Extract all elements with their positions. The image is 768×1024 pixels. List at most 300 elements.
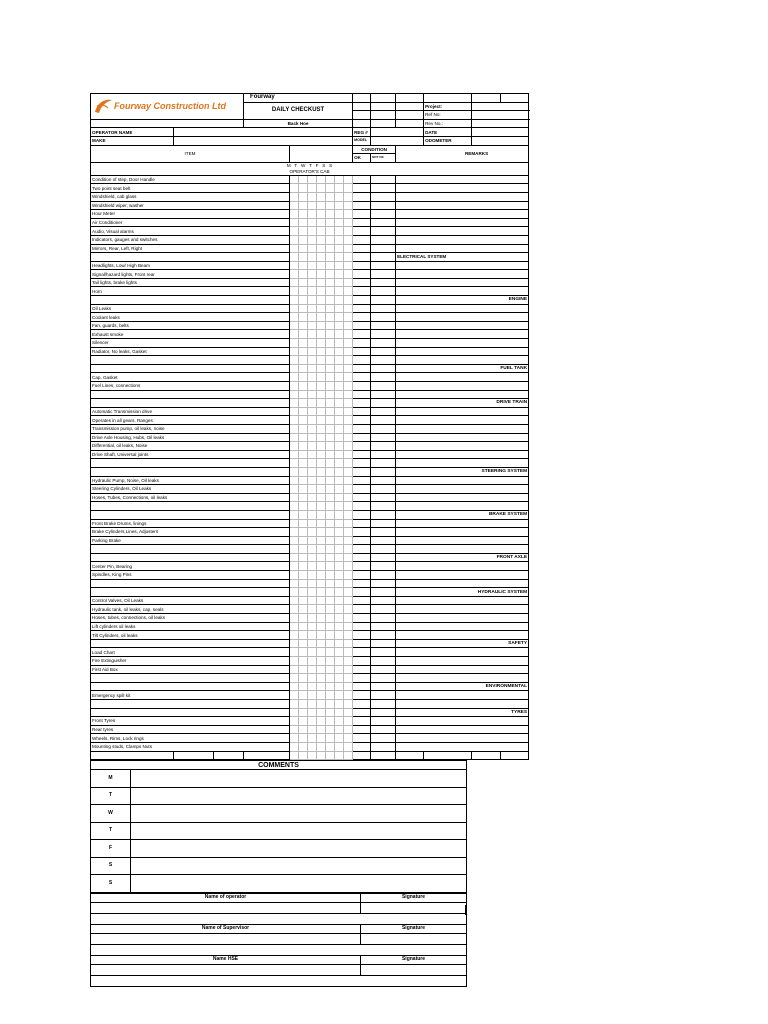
ref-field[interactable] <box>472 111 529 120</box>
not-ok-check-cell[interactable] <box>371 725 396 734</box>
day-check-cell[interactable] <box>299 493 308 502</box>
day-check-cell[interactable] <box>299 596 308 605</box>
day-check-cell[interactable] <box>308 382 317 391</box>
day-check-cell[interactable] <box>335 373 344 382</box>
day-check-cell[interactable] <box>308 476 317 485</box>
day-check-cell[interactable] <box>317 373 326 382</box>
day-check-cell[interactable] <box>317 734 326 743</box>
day-check-cell[interactable] <box>290 717 299 726</box>
remarks-cell[interactable] <box>396 244 529 253</box>
remarks-cell[interactable] <box>396 442 529 451</box>
day-check-cell[interactable] <box>308 192 317 201</box>
remarks-cell[interactable] <box>396 201 529 210</box>
day-check-cell[interactable] <box>344 424 353 433</box>
day-check-cell[interactable] <box>317 450 326 459</box>
day-check-cell[interactable] <box>308 528 317 537</box>
day-check-cell[interactable] <box>290 614 299 623</box>
remarks-cell[interactable] <box>396 665 529 674</box>
not-ok-check-cell[interactable] <box>371 244 396 253</box>
day-check-cell[interactable] <box>317 339 326 348</box>
not-ok-check-cell[interactable] <box>371 347 396 356</box>
day-check-cell[interactable] <box>290 184 299 193</box>
not-ok-check-cell[interactable] <box>371 476 396 485</box>
odometer-field[interactable] <box>472 136 529 145</box>
day-check-cell[interactable] <box>308 614 317 623</box>
day-check-cell[interactable] <box>335 605 344 614</box>
day-check-cell[interactable] <box>344 184 353 193</box>
day-check-cell[interactable] <box>308 424 317 433</box>
ok-check-cell[interactable] <box>353 476 371 485</box>
day-check-cell[interactable] <box>299 407 308 416</box>
remarks-cell[interactable] <box>396 424 529 433</box>
day-check-cell[interactable] <box>344 321 353 330</box>
day-check-cell[interactable] <box>335 407 344 416</box>
day-check-cell[interactable] <box>290 485 299 494</box>
ok-check-cell[interactable] <box>353 614 371 623</box>
day-check-cell[interactable] <box>317 424 326 433</box>
make-field[interactable] <box>174 136 353 145</box>
not-ok-check-cell[interactable] <box>371 450 396 459</box>
not-ok-check-cell[interactable] <box>371 493 396 502</box>
remarks-cell[interactable] <box>396 536 529 545</box>
day-check-cell[interactable] <box>326 485 335 494</box>
day-check-cell[interactable] <box>290 519 299 528</box>
day-check-cell[interactable] <box>308 433 317 442</box>
day-check-cell[interactable] <box>299 665 308 674</box>
not-ok-check-cell[interactable] <box>371 742 396 751</box>
ok-check-cell[interactable] <box>353 424 371 433</box>
day-check-cell[interactable] <box>335 442 344 451</box>
day-check-cell[interactable] <box>308 485 317 494</box>
day-check-cell[interactable] <box>299 622 308 631</box>
day-check-cell[interactable] <box>290 657 299 666</box>
ok-check-cell[interactable] <box>353 493 371 502</box>
day-check-cell[interactable] <box>326 605 335 614</box>
day-check-cell[interactable] <box>326 210 335 219</box>
ok-check-cell[interactable] <box>353 665 371 674</box>
ok-check-cell[interactable] <box>353 321 371 330</box>
remarks-cell[interactable] <box>396 742 529 751</box>
day-check-cell[interactable] <box>335 493 344 502</box>
day-check-cell[interactable] <box>290 278 299 287</box>
ok-check-cell[interactable] <box>353 382 371 391</box>
remarks-cell[interactable] <box>396 321 529 330</box>
ok-check-cell[interactable] <box>353 201 371 210</box>
not-ok-check-cell[interactable] <box>371 175 396 184</box>
day-check-cell[interactable] <box>290 210 299 219</box>
day-check-cell[interactable] <box>299 536 308 545</box>
signoff-signature-field[interactable] <box>361 933 467 944</box>
day-check-cell[interactable] <box>317 184 326 193</box>
ok-check-cell[interactable] <box>353 433 371 442</box>
day-check-cell[interactable] <box>308 244 317 253</box>
day-check-cell[interactable] <box>308 330 317 339</box>
day-check-cell[interactable] <box>308 442 317 451</box>
day-check-cell[interactable] <box>326 631 335 640</box>
ok-check-cell[interactable] <box>353 227 371 236</box>
day-check-cell[interactable] <box>335 330 344 339</box>
day-check-cell[interactable] <box>326 184 335 193</box>
day-check-cell[interactable] <box>344 571 353 580</box>
day-check-cell[interactable] <box>290 304 299 313</box>
ok-check-cell[interactable] <box>353 725 371 734</box>
day-check-cell[interactable] <box>326 175 335 184</box>
day-check-cell[interactable] <box>326 270 335 279</box>
day-check-cell[interactable] <box>299 287 308 296</box>
remarks-cell[interactable] <box>396 227 529 236</box>
not-ok-check-cell[interactable] <box>371 622 396 631</box>
day-check-cell[interactable] <box>308 270 317 279</box>
day-check-cell[interactable] <box>299 373 308 382</box>
day-check-cell[interactable] <box>326 201 335 210</box>
day-check-cell[interactable] <box>290 416 299 425</box>
day-check-cell[interactable] <box>335 725 344 734</box>
day-check-cell[interactable] <box>308 304 317 313</box>
remarks-cell[interactable] <box>396 339 529 348</box>
day-check-cell[interactable] <box>317 244 326 253</box>
day-check-cell[interactable] <box>308 373 317 382</box>
day-check-cell[interactable] <box>326 648 335 657</box>
day-check-cell[interactable] <box>317 442 326 451</box>
model-field[interactable] <box>371 136 424 145</box>
comment-field[interactable] <box>131 770 467 788</box>
remarks-cell[interactable] <box>396 347 529 356</box>
remarks-cell[interactable] <box>396 691 529 700</box>
day-check-cell[interactable] <box>308 717 317 726</box>
ok-check-cell[interactable] <box>353 270 371 279</box>
day-check-cell[interactable] <box>299 734 308 743</box>
day-check-cell[interactable] <box>326 218 335 227</box>
remarks-cell[interactable] <box>396 562 529 571</box>
day-check-cell[interactable] <box>299 330 308 339</box>
day-check-cell[interactable] <box>344 536 353 545</box>
not-ok-check-cell[interactable] <box>371 424 396 433</box>
day-check-cell[interactable] <box>290 605 299 614</box>
day-check-cell[interactable] <box>317 416 326 425</box>
not-ok-check-cell[interactable] <box>371 218 396 227</box>
day-check-cell[interactable] <box>290 201 299 210</box>
day-check-cell[interactable] <box>308 571 317 580</box>
ok-check-cell[interactable] <box>353 562 371 571</box>
day-check-cell[interactable] <box>299 571 308 580</box>
ok-check-cell[interactable] <box>353 330 371 339</box>
ok-check-cell[interactable] <box>353 622 371 631</box>
day-check-cell[interactable] <box>308 175 317 184</box>
day-check-cell[interactable] <box>317 201 326 210</box>
day-check-cell[interactable] <box>290 734 299 743</box>
day-check-cell[interactable] <box>290 433 299 442</box>
day-check-cell[interactable] <box>299 648 308 657</box>
ok-check-cell[interactable] <box>353 485 371 494</box>
day-check-cell[interactable] <box>326 536 335 545</box>
day-check-cell[interactable] <box>335 304 344 313</box>
day-check-cell[interactable] <box>290 270 299 279</box>
ok-check-cell[interactable] <box>353 536 371 545</box>
day-check-cell[interactable] <box>326 192 335 201</box>
remarks-cell[interactable] <box>396 373 529 382</box>
day-check-cell[interactable] <box>326 596 335 605</box>
not-ok-check-cell[interactable] <box>371 416 396 425</box>
ok-check-cell[interactable] <box>353 175 371 184</box>
day-check-cell[interactable] <box>299 562 308 571</box>
comment-field[interactable] <box>131 840 467 858</box>
ok-check-cell[interactable] <box>353 210 371 219</box>
day-check-cell[interactable] <box>290 571 299 580</box>
day-check-cell[interactable] <box>290 287 299 296</box>
not-ok-check-cell[interactable] <box>371 227 396 236</box>
day-check-cell[interactable] <box>344 742 353 751</box>
day-check-cell[interactable] <box>308 657 317 666</box>
ok-check-cell[interactable] <box>353 450 371 459</box>
not-ok-check-cell[interactable] <box>371 304 396 313</box>
ok-check-cell[interactable] <box>353 339 371 348</box>
day-check-cell[interactable] <box>317 227 326 236</box>
day-check-cell[interactable] <box>317 536 326 545</box>
day-check-cell[interactable] <box>308 278 317 287</box>
remarks-cell[interactable] <box>396 416 529 425</box>
day-check-cell[interactable] <box>335 287 344 296</box>
day-check-cell[interactable] <box>344 382 353 391</box>
day-check-cell[interactable] <box>290 631 299 640</box>
day-check-cell[interactable] <box>317 725 326 734</box>
not-ok-check-cell[interactable] <box>371 278 396 287</box>
day-check-cell[interactable] <box>317 321 326 330</box>
day-check-cell[interactable] <box>308 691 317 700</box>
day-check-cell[interactable] <box>335 562 344 571</box>
day-check-cell[interactable] <box>335 184 344 193</box>
remarks-cell[interactable] <box>396 622 529 631</box>
ok-check-cell[interactable] <box>353 235 371 244</box>
day-check-cell[interactable] <box>290 261 299 270</box>
day-check-cell[interactable] <box>344 476 353 485</box>
day-check-cell[interactable] <box>290 347 299 356</box>
not-ok-check-cell[interactable] <box>371 485 396 494</box>
day-check-cell[interactable] <box>290 227 299 236</box>
not-ok-check-cell[interactable] <box>371 528 396 537</box>
day-check-cell[interactable] <box>308 235 317 244</box>
day-check-cell[interactable] <box>344 433 353 442</box>
remarks-cell[interactable] <box>396 382 529 391</box>
day-check-cell[interactable] <box>290 424 299 433</box>
remarks-cell[interactable] <box>396 270 529 279</box>
day-check-cell[interactable] <box>326 278 335 287</box>
day-check-cell[interactable] <box>317 519 326 528</box>
day-check-cell[interactable] <box>308 416 317 425</box>
day-check-cell[interactable] <box>290 493 299 502</box>
day-check-cell[interactable] <box>299 742 308 751</box>
day-check-cell[interactable] <box>290 476 299 485</box>
day-check-cell[interactable] <box>299 321 308 330</box>
day-check-cell[interactable] <box>326 622 335 631</box>
signoff-signature-field[interactable] <box>361 964 467 975</box>
day-check-cell[interactable] <box>344 330 353 339</box>
day-check-cell[interactable] <box>335 270 344 279</box>
day-check-cell[interactable] <box>344 691 353 700</box>
ok-check-cell[interactable] <box>353 244 371 253</box>
day-check-cell[interactable] <box>344 450 353 459</box>
day-check-cell[interactable] <box>344 665 353 674</box>
day-check-cell[interactable] <box>326 287 335 296</box>
day-check-cell[interactable] <box>335 210 344 219</box>
remarks-cell[interactable] <box>396 657 529 666</box>
not-ok-check-cell[interactable] <box>371 596 396 605</box>
ok-check-cell[interactable] <box>353 304 371 313</box>
not-ok-check-cell[interactable] <box>371 691 396 700</box>
day-check-cell[interactable] <box>335 218 344 227</box>
day-check-cell[interactable] <box>299 235 308 244</box>
day-check-cell[interactable] <box>335 450 344 459</box>
day-check-cell[interactable] <box>344 442 353 451</box>
day-check-cell[interactable] <box>299 605 308 614</box>
day-check-cell[interactable] <box>344 218 353 227</box>
day-check-cell[interactable] <box>344 725 353 734</box>
day-check-cell[interactable] <box>290 596 299 605</box>
day-check-cell[interactable] <box>290 321 299 330</box>
not-ok-check-cell[interactable] <box>371 631 396 640</box>
day-check-cell[interactable] <box>326 382 335 391</box>
day-check-cell[interactable] <box>317 330 326 339</box>
day-check-cell[interactable] <box>326 571 335 580</box>
remarks-cell[interactable] <box>396 407 529 416</box>
remarks-cell[interactable] <box>396 304 529 313</box>
day-check-cell[interactable] <box>335 433 344 442</box>
day-check-cell[interactable] <box>335 321 344 330</box>
ok-check-cell[interactable] <box>353 734 371 743</box>
day-check-cell[interactable] <box>326 725 335 734</box>
remarks-cell[interactable] <box>396 210 529 219</box>
day-check-cell[interactable] <box>290 218 299 227</box>
not-ok-check-cell[interactable] <box>371 201 396 210</box>
day-check-cell[interactable] <box>299 175 308 184</box>
not-ok-check-cell[interactable] <box>371 519 396 528</box>
day-check-cell[interactable] <box>317 313 326 322</box>
ok-check-cell[interactable] <box>353 278 371 287</box>
day-check-cell[interactable] <box>308 631 317 640</box>
signoff-name-field[interactable] <box>91 975 467 986</box>
day-check-cell[interactable] <box>317 691 326 700</box>
ok-check-cell[interactable] <box>353 631 371 640</box>
ok-check-cell[interactable] <box>353 407 371 416</box>
remarks-cell[interactable] <box>396 184 529 193</box>
not-ok-check-cell[interactable] <box>371 605 396 614</box>
operator-field[interactable] <box>174 128 353 137</box>
day-check-cell[interactable] <box>335 227 344 236</box>
day-check-cell[interactable] <box>299 631 308 640</box>
comment-field[interactable] <box>131 805 467 823</box>
day-check-cell[interactable] <box>344 493 353 502</box>
day-check-cell[interactable] <box>344 734 353 743</box>
day-check-cell[interactable] <box>317 278 326 287</box>
day-check-cell[interactable] <box>335 734 344 743</box>
remarks-cell[interactable] <box>396 175 529 184</box>
not-ok-check-cell[interactable] <box>371 235 396 244</box>
remarks-cell[interactable] <box>396 725 529 734</box>
day-check-cell[interactable] <box>317 347 326 356</box>
day-check-cell[interactable] <box>326 347 335 356</box>
remarks-cell[interactable] <box>396 519 529 528</box>
not-ok-check-cell[interactable] <box>371 373 396 382</box>
ok-check-cell[interactable] <box>353 184 371 193</box>
ok-check-cell[interactable] <box>353 347 371 356</box>
day-check-cell[interactable] <box>335 614 344 623</box>
comment-field[interactable] <box>131 787 467 805</box>
comment-field[interactable] <box>131 875 467 893</box>
day-check-cell[interactable] <box>290 665 299 674</box>
not-ok-check-cell[interactable] <box>371 270 396 279</box>
comment-field[interactable] <box>131 857 467 875</box>
ok-check-cell[interactable] <box>353 648 371 657</box>
not-ok-check-cell[interactable] <box>371 734 396 743</box>
ok-check-cell[interactable] <box>353 605 371 614</box>
remarks-cell[interactable] <box>396 571 529 580</box>
day-check-cell[interactable] <box>335 571 344 580</box>
day-check-cell[interactable] <box>317 192 326 201</box>
day-check-cell[interactable] <box>317 657 326 666</box>
not-ok-check-cell[interactable] <box>371 648 396 657</box>
day-check-cell[interactable] <box>299 270 308 279</box>
not-ok-check-cell[interactable] <box>371 407 396 416</box>
day-check-cell[interactable] <box>344 407 353 416</box>
day-check-cell[interactable] <box>335 665 344 674</box>
ok-check-cell[interactable] <box>353 313 371 322</box>
day-check-cell[interactable] <box>317 648 326 657</box>
day-check-cell[interactable] <box>326 519 335 528</box>
day-check-cell[interactable] <box>326 433 335 442</box>
day-check-cell[interactable] <box>299 382 308 391</box>
day-check-cell[interactable] <box>317 175 326 184</box>
day-check-cell[interactable] <box>317 614 326 623</box>
day-check-cell[interactable] <box>335 175 344 184</box>
day-check-cell[interactable] <box>308 407 317 416</box>
day-check-cell[interactable] <box>290 536 299 545</box>
date-field[interactable] <box>472 128 529 137</box>
day-check-cell[interactable] <box>299 313 308 322</box>
day-check-cell[interactable] <box>299 244 308 253</box>
remarks-cell[interactable] <box>396 330 529 339</box>
day-check-cell[interactable] <box>335 382 344 391</box>
ok-check-cell[interactable] <box>353 373 371 382</box>
ok-check-cell[interactable] <box>353 742 371 751</box>
day-check-cell[interactable] <box>344 614 353 623</box>
day-check-cell[interactable] <box>344 192 353 201</box>
signoff-name-field[interactable] <box>91 902 361 913</box>
not-ok-check-cell[interactable] <box>371 562 396 571</box>
day-check-cell[interactable] <box>335 536 344 545</box>
day-check-cell[interactable] <box>308 210 317 219</box>
day-check-cell[interactable] <box>308 665 317 674</box>
day-check-cell[interactable] <box>326 407 335 416</box>
day-check-cell[interactable] <box>299 433 308 442</box>
day-check-cell[interactable] <box>308 605 317 614</box>
day-check-cell[interactable] <box>308 261 317 270</box>
project-field[interactable] <box>472 102 529 111</box>
day-check-cell[interactable] <box>344 605 353 614</box>
signoff-name-field[interactable] <box>91 913 467 924</box>
day-check-cell[interactable] <box>335 657 344 666</box>
day-check-cell[interactable] <box>335 339 344 348</box>
day-check-cell[interactable] <box>317 476 326 485</box>
day-check-cell[interactable] <box>344 339 353 348</box>
remarks-cell[interactable] <box>396 192 529 201</box>
remarks-cell[interactable] <box>396 218 529 227</box>
day-check-cell[interactable] <box>317 571 326 580</box>
signoff-name-field[interactable] <box>91 944 467 955</box>
day-check-cell[interactable] <box>326 313 335 322</box>
day-check-cell[interactable] <box>299 450 308 459</box>
day-check-cell[interactable] <box>326 373 335 382</box>
day-check-cell[interactable] <box>317 485 326 494</box>
not-ok-check-cell[interactable] <box>371 442 396 451</box>
